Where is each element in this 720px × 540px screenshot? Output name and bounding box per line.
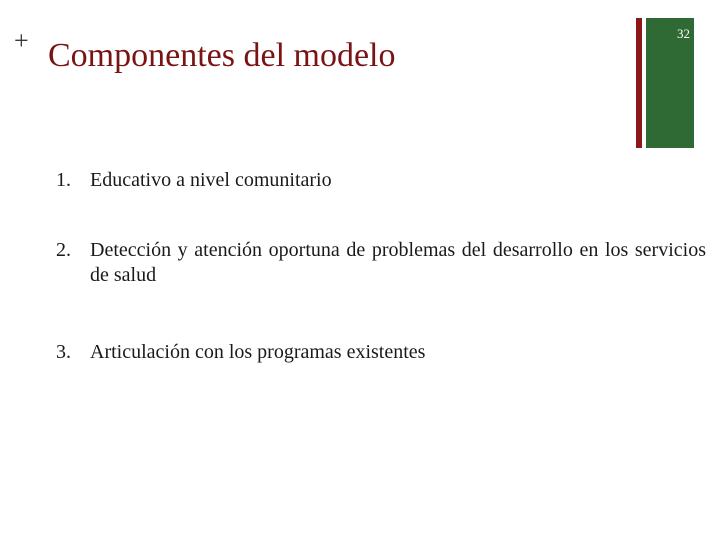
list-item-number: 1. xyxy=(56,169,71,191)
list-item xyxy=(56,238,706,288)
list-item-number: 3. xyxy=(56,341,71,363)
slide-title: Componentes del modelo xyxy=(48,37,396,74)
plus-marker: + xyxy=(14,26,29,55)
list-item-text: Articulación con los programas existentes xyxy=(90,341,426,363)
list-item-text: Educativo a nivel comunitario xyxy=(90,169,332,191)
accent-bar-red xyxy=(636,18,642,148)
slide-number: 32 xyxy=(677,26,690,41)
list-item xyxy=(56,340,706,365)
list-item-text: Detección y atención oportuna de problemas del desarrollo en los servicios de salud xyxy=(90,239,706,286)
list-item-number: 2. xyxy=(56,239,71,261)
list-item xyxy=(56,168,706,193)
